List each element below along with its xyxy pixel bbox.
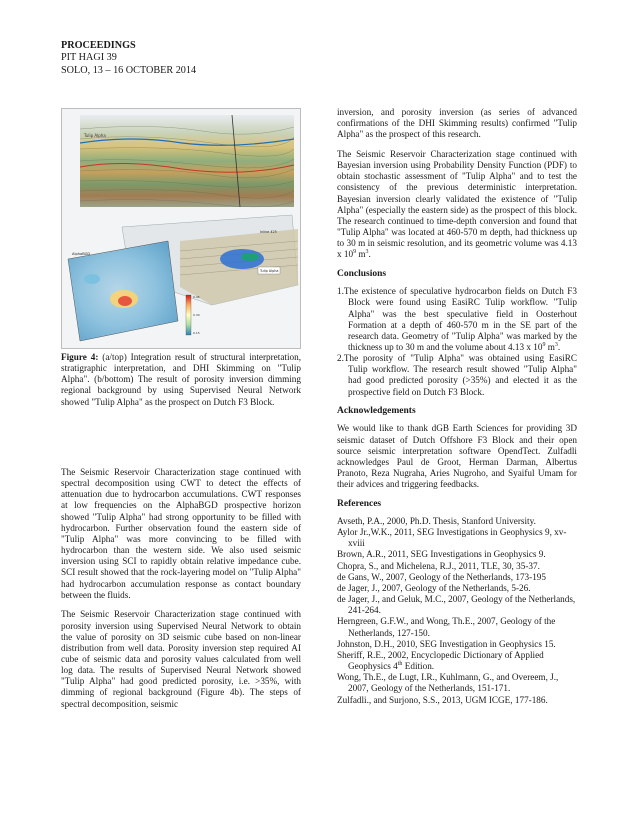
svg-text:Inline 425: Inline 425 bbox=[260, 230, 277, 234]
paragraph: The Seismic Reservoir Characterization stage continued with Bayesian inversion using Probability Density Function (PDF) to obtain stochastic assessment of "Tulip Alpha" and to test the consistency of the previous deterministic interpretation. Bayesian inversion clearly validated the existence of "Tulip Alpha" (especially the eastern side) as the prospect of this block. The research continued to time-depth conversion and found that "Tulip Alpha" was located at 460-570 m depth, had thickness up to 30 m in seismic resolution, and its geometric volume was 4.13 x $10^9$ $m^3$. bbox=[337, 148, 577, 260]
figure-caption-text: (a/top) Integration result of structural interpretation, stratigraphic interpretation, and DHI Skimming on "Tulip Alpha". (b/bottom) The result of porosity inversion dimming regional background by using Supervised Neural Network showed "Tulip Alpha" as the prospect on Dutch F3 Block. bbox=[61, 352, 301, 407]
reference-item: de Gans, W., 2007, Geology of the Netherlands, 173-195 bbox=[337, 571, 546, 582]
reference-item: de Jager, J., and Geluk, M.C., 2007, Geology of the Netherlands, 241-264. bbox=[337, 594, 576, 616]
references-heading: References bbox=[337, 498, 382, 509]
reference-item: Aylor Jr.,W.K., 2011, SEG Investigations in Geophysics 9, xv-xviii bbox=[337, 527, 567, 549]
figure-caption bbox=[61, 352, 301, 408]
reference-item: Brown, A.R., 2011, SEG Investigations in Geophysics 9. bbox=[337, 549, 546, 560]
conclusion-item: 2.The porosity of "Tulip Alpha" was obtained using EasiRC Tulip workflow. The research result showed "Tulip Alpha" had good predicted porosity (>35%) and elected it as the prospective field on Dutch F3 Block. bbox=[337, 353, 577, 397]
cube-label: Tulip Alpha bbox=[260, 269, 279, 273]
reference-item: Sheriff, R.E., 2002, Encyclopedic Dictionary of Applied Geophysics 4th Edition. bbox=[337, 649, 544, 672]
conference-date: SOLO, 13 – 16 OCTOBER 2014 bbox=[61, 64, 197, 76]
reference-item: Avseth, P.A., 2000, Ph.D. Thesis, Stanford University. bbox=[337, 516, 536, 526]
svg-text:AlphaBGD: AlphaBGD bbox=[72, 252, 91, 256]
seismic-figure-graphic bbox=[62, 109, 301, 349]
porosity-anomaly bbox=[118, 296, 132, 306]
paragraph: The Seismic Reservoir Characterization stage continued with spectral decomposition using CWT to detect the effects of attenuation due to hydrocarbon accumulations. CWT responses at low frequencies on the AlphaBGD prospective horizon showed "Tulip Alpha" had strong opportunity to be filled with hydrocarbon. Further observation found the eastern side of "Tulip Alpha" was more convincing to be filled with hydrocarbon than the western side. We also used seismic inversion using SCI to rapidly obtain relative impedance cube. SCI result showed that the rock-layering model on "Tulip Alpha" had hydrocarbon accumulation response as contact boundary between the fluids. bbox=[61, 467, 301, 600]
right-column bbox=[337, 107, 577, 706]
reference-item: Zulfadli., and Surjono, S.S., 2013, UGM ICGE, 177-186. bbox=[337, 694, 548, 705]
paragraph: The Seismic Reservoir Characterization stage continued with porosity inversion using Supervised Neural Network to obtain the value of porosity on 3D seismic cube based on non-linear distribution from well data. Porosity inversion step required AI cube of seismic data and porosity values calculated from well log data. The results of Supervised Neural Network showed "Tulip Alpha" had good predicted porosity, i.e. >35%, with dimming of regional background (Figure 4b). The steps of spectral decomposition, seismic bbox=[61, 609, 301, 709]
svg-text:0.45: 0.45 bbox=[193, 295, 200, 299]
reference-item: Chopra, S., and Michelena, R.J., 2011, TLE, 30, 35-37. bbox=[337, 560, 540, 571]
svg-text:0.30: 0.30 bbox=[193, 313, 200, 317]
figure-label: Figure 4: bbox=[61, 352, 99, 362]
conclusions-heading: Conclusions bbox=[337, 269, 387, 280]
acknowledgements-heading: Acknowledgements bbox=[337, 406, 416, 417]
reference-item: de Jager, J., 2007, Geology of the Netherlands, 5-26. bbox=[337, 582, 531, 593]
colorbar bbox=[186, 295, 191, 335]
section-label: Tulip Alpha bbox=[84, 133, 106, 138]
reference-item: Herngreen, G.F.W., and Wong, Th.E., 2007, Geology of the Netherlands, 127-150. bbox=[337, 616, 556, 638]
conference-name: PIT HAGI 39 bbox=[61, 52, 117, 64]
svg-text:0.15: 0.15 bbox=[193, 331, 200, 335]
proceedings-title: PROCEEDINGS bbox=[61, 40, 136, 51]
proceedings-header bbox=[61, 40, 196, 77]
reference-item: Johnston, D.H., 2010, SEG Investigation in Geophysics 15. bbox=[337, 638, 556, 649]
figure-4-image bbox=[61, 108, 301, 349]
conclusion-item: 1.The existence of speculative hydrocarbon fields on Dutch F3 Block were found using EasiRC Tulip workflow. "Tulip Alpha" was the best speculative field in Oosterhout Formation at a depth of 460-570 m in the SE part of the research data. Geometry of "Tulip Alpha" was marked by the thickness up to 30 m and the volume about 4.13 x $10^9$ $m^3$. bbox=[337, 286, 577, 352]
acknowledgements-text: We would like to thank dGB Earth Sciences for providing 3D seismic dataset of Dutch Offshore F3 Block and their open source seismic interpretation software OpendTect. Zulfadli acknowledges Paul de Groot, Herman Darman, Albertus Pranoto, Reza Nugraha, Aries Nugroho, and Syaiful Umam for their advices and triggering feedbacks. bbox=[337, 423, 577, 490]
reference-item: Wong, Th.E., de Lugt, I.R., Kuhlmann, G., and Overeem, J., 2007, Geology of the Netherlands, 151-171. bbox=[337, 672, 559, 694]
paragraph: inversion, and porosity inversion (as series of advanced confirmations of the DHI Skimming results) confirmed "Tulip Alpha" as the prospect of this research. bbox=[337, 107, 577, 140]
left-column bbox=[61, 467, 301, 718]
